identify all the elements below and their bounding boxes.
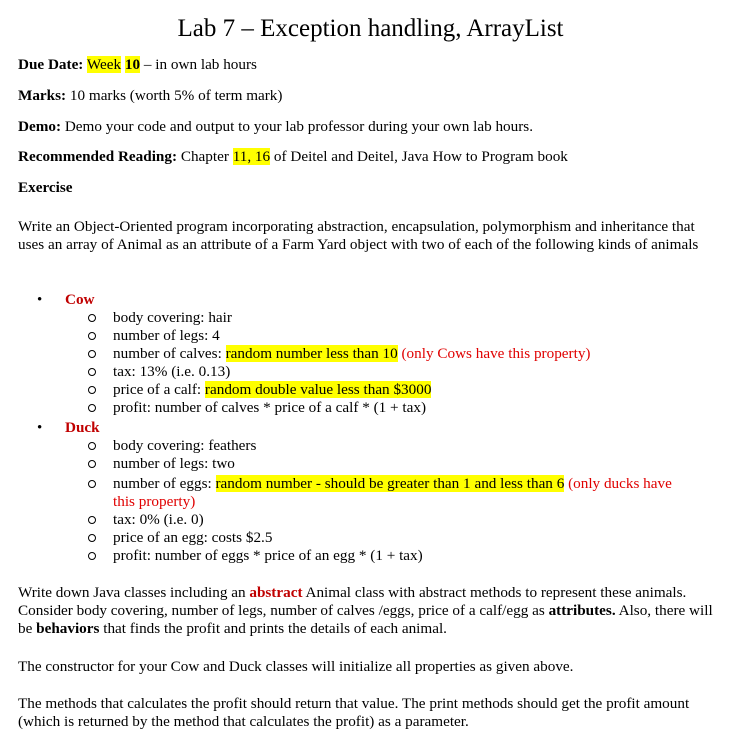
due-date-line: Due Date: Week 10 – in own lab hours	[18, 56, 257, 73]
cow-label: Cow	[65, 291, 95, 308]
circle-bullet-icon	[88, 404, 96, 412]
classes-paragraph: Write down Java classes including an abstract Animal class with abstract methods to represent these animals. Consider body covering, number of legs, number of calves /eggs, price of a calf/egg as attributes. Also, there will be behaviors that finds the profit and prints the details of each animal.	[18, 584, 713, 637]
cow-profit: profit: number of calves * price of a calf * (1 + tax)	[113, 399, 427, 416]
circle-bullet-icon	[88, 516, 96, 524]
duck-tax: tax: 0% (i.e. 0)	[113, 511, 204, 528]
due-week-number: 10	[124, 56, 141, 73]
cow-legs: number of legs: 4	[113, 327, 220, 344]
circle-bullet-icon	[88, 460, 96, 468]
cow-price: price of a calf: random double value less than $3000	[113, 381, 432, 398]
duck-eggs-note-cont: this property)	[113, 493, 196, 510]
cow-tax: tax: 13% (i.e. 0.13)	[113, 363, 231, 380]
reading-label: Recommended Reading:	[18, 148, 178, 165]
attributes-keyword: attributes.	[548, 602, 616, 619]
duck-eggs-note: (only ducks have	[564, 475, 672, 492]
duck-legs: number of legs: two	[113, 455, 235, 472]
cow-calves-highlight: random number less than 10	[225, 345, 398, 362]
due-week-highlight: Week	[86, 56, 122, 73]
circle-bullet-icon	[88, 480, 96, 488]
chapter-11-highlight: 11	[232, 148, 248, 165]
due-date-label: Due Date:	[18, 56, 84, 73]
reading-line: Recommended Reading: Chapter 11, 16 of Deitel and Deitel, Java How to Program book	[18, 148, 568, 165]
cow-calves: number of calves: random number less than 10 (only Cows have this property)	[113, 345, 591, 362]
duck-body-covering: body covering: feathers	[113, 437, 257, 454]
duck-eggs: number of eggs: random number - should be greater than 1 and less than 6 (only ducks have	[113, 475, 672, 492]
circle-bullet-icon	[88, 314, 96, 322]
intro-paragraph: Write an Object-Oriented program incorporating abstraction, encapsulation, polymorphism and inheritance that uses an array of Animal as an attribute of a Farm Yard object with two of each of the following kinds of animals	[18, 218, 699, 253]
chapter-16-highlight: 16	[254, 148, 271, 165]
duck-eggs-highlight: random number - should be greater than 1 and less than 6	[215, 475, 565, 492]
demo-label: Demo:	[18, 118, 62, 135]
circle-bullet-icon	[88, 350, 96, 358]
circle-bullet-icon	[88, 534, 96, 542]
marks-line: Marks: 10 marks (worth 5% of term mark)	[18, 87, 283, 104]
page-title: Lab 7 – Exception handling, ArrayList	[177, 15, 564, 42]
circle-bullet-icon	[88, 332, 96, 340]
circle-bullet-icon	[88, 552, 96, 560]
circle-bullet-icon	[88, 386, 96, 394]
cow-price-highlight: random double value less than $3000	[204, 381, 432, 398]
cow-body-covering: body covering: hair	[113, 309, 232, 326]
duck-price: price of an egg: costs $2.5	[113, 529, 273, 546]
behaviors-keyword: behaviors	[36, 620, 100, 637]
circle-bullet-icon	[88, 442, 96, 450]
exercise-heading: Exercise	[18, 179, 73, 196]
circle-bullet-icon	[88, 368, 96, 376]
duck-label: Duck	[65, 419, 100, 436]
cow-bullet-icon: •	[37, 292, 43, 308]
constructor-paragraph: The constructor for your Cow and Duck classes will initialize all properties as given above.	[18, 658, 574, 675]
duck-bullet-icon: •	[37, 420, 43, 436]
marks-label: Marks:	[18, 87, 67, 104]
demo-line: Demo: Demo your code and output to your lab professor during your own lab hours.	[18, 118, 534, 135]
methods-paragraph: The methods that calculates the profit should return that value. The print methods should get the profit amount (which is returned by the method that calculates the profit) as a parameter.	[18, 695, 690, 730]
cow-calves-note: (only Cows have this property)	[397, 345, 591, 362]
duck-profit: profit: number of eggs * price of an egg * (1 + tax)	[113, 547, 423, 564]
abstract-keyword: abstract	[249, 584, 303, 601]
